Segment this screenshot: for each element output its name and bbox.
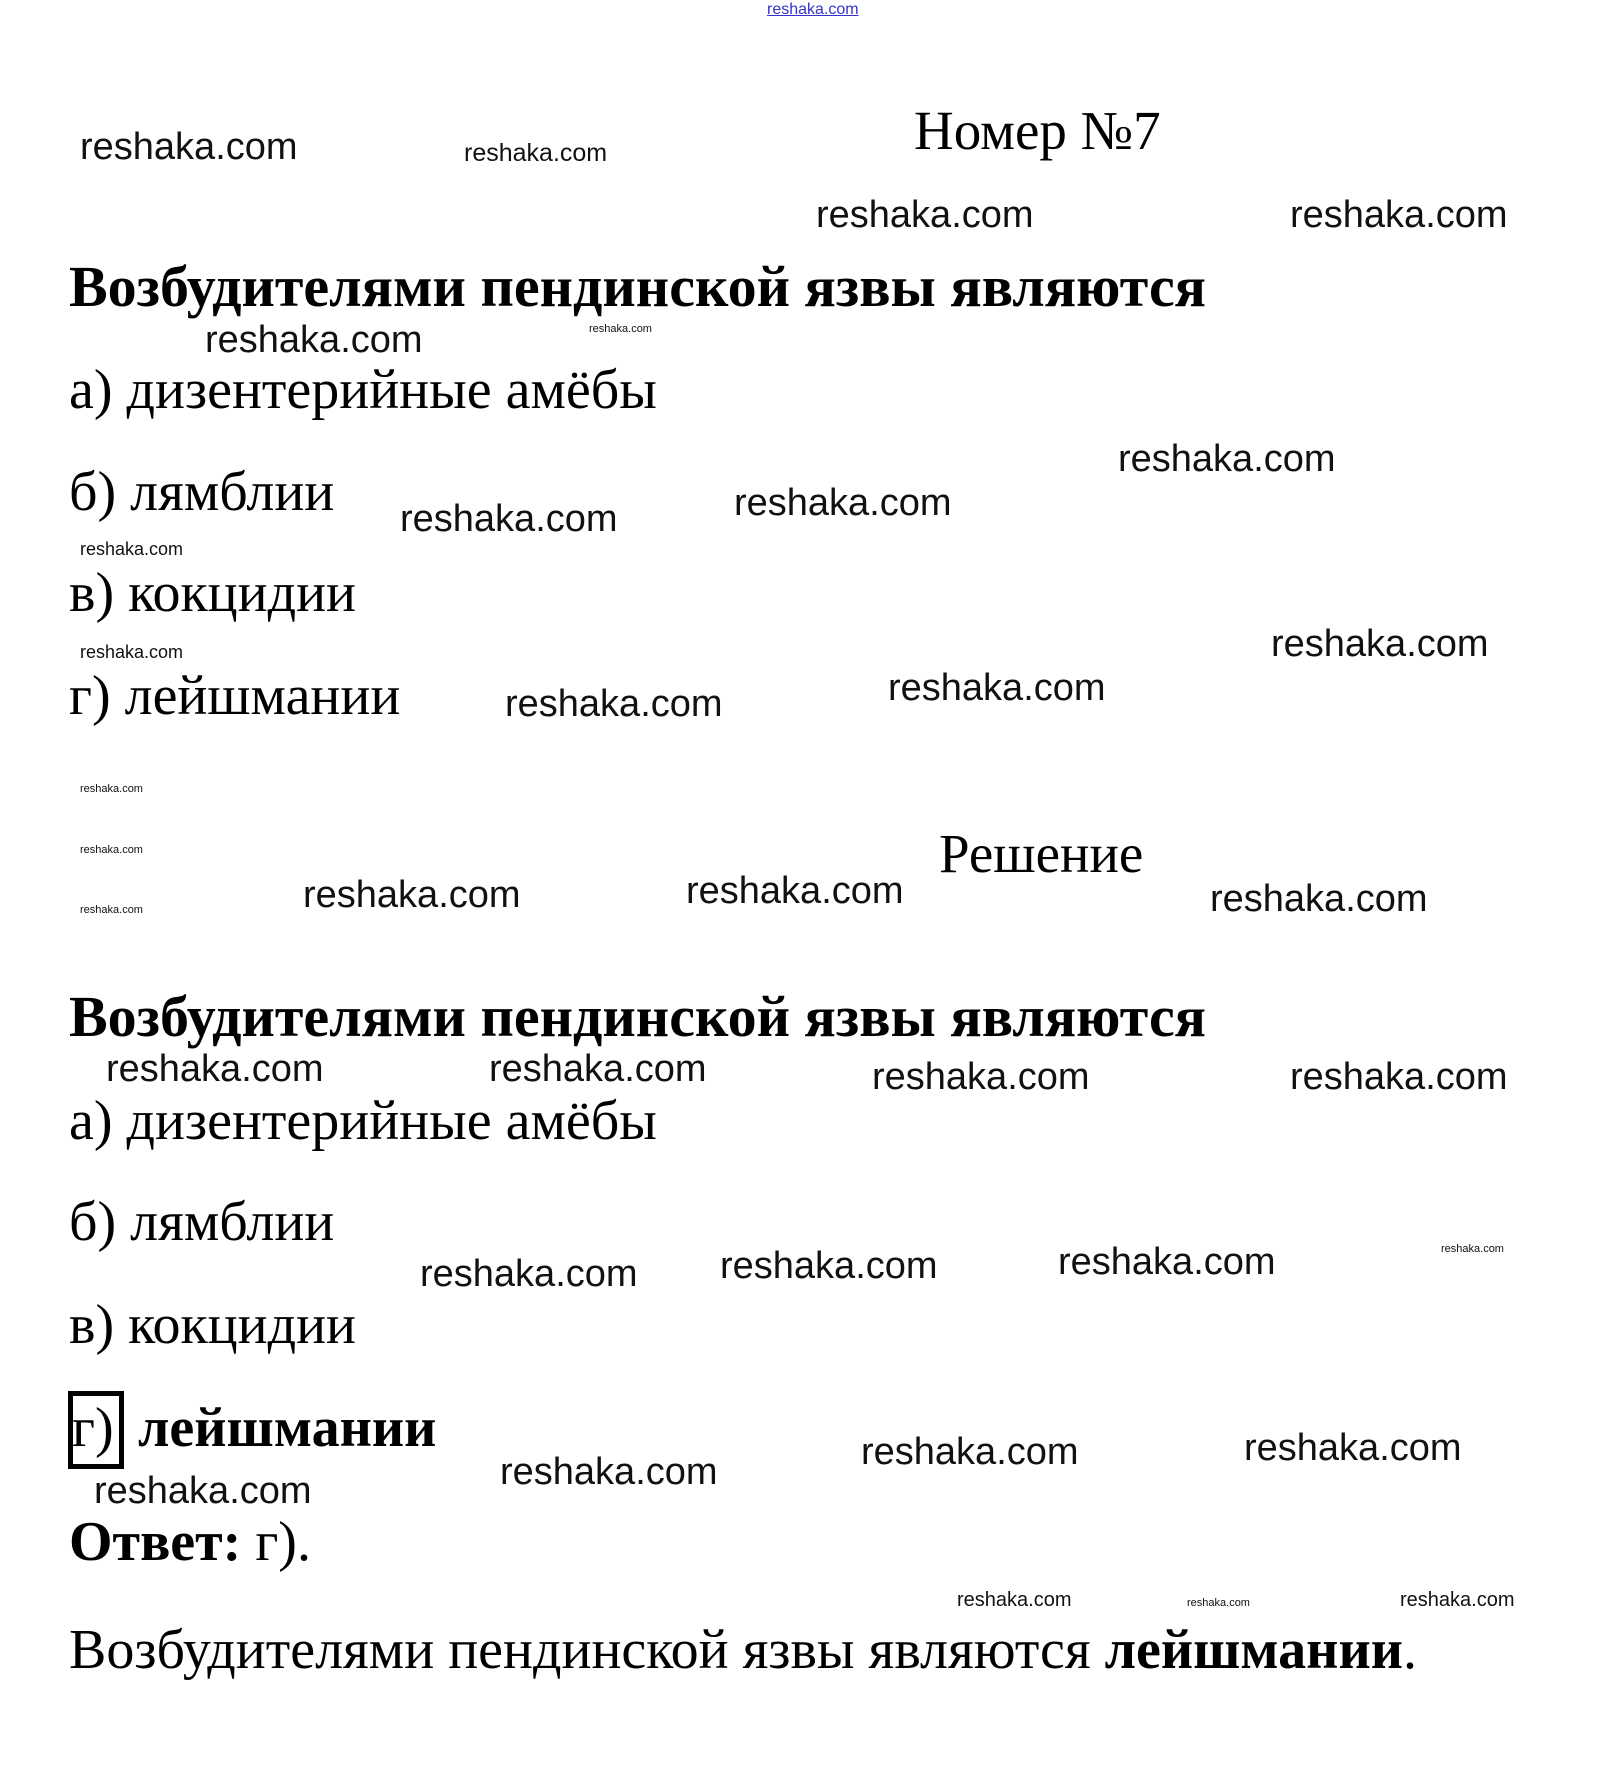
- conclusion-suffix: .: [1402, 1619, 1417, 1681]
- solution-title: Решение: [939, 823, 1144, 884]
- watermark: reshaka.com: [80, 783, 143, 795]
- watermark: reshaka.com: [80, 126, 298, 168]
- watermark: reshaka.com: [1058, 1241, 1276, 1283]
- watermark: reshaka.com: [888, 667, 1106, 709]
- watermark: reshaka.com: [1271, 623, 1489, 665]
- watermark: reshaka.com: [489, 1048, 707, 1090]
- answer-line: [69, 1511, 311, 1573]
- watermark: reshaka.com: [589, 323, 652, 335]
- answer-label: Ответ:: [69, 1511, 242, 1573]
- conclusion-bold: лейшмании: [1104, 1619, 1403, 1681]
- watermark: reshaka.com: [205, 319, 423, 361]
- watermark: reshaka.com: [464, 139, 608, 167]
- question-option-d: г) лейшмании: [69, 665, 401, 727]
- answer-value: г).: [255, 1511, 311, 1573]
- watermark: reshaka.com: [957, 1589, 1072, 1611]
- selected-answer-text: лейшмании: [138, 1397, 437, 1459]
- selected-answer-letter: г): [72, 1397, 114, 1459]
- solution-heading: Возбудителями пендинской язвы являются: [69, 984, 1207, 1049]
- watermark: reshaka.com: [734, 482, 952, 524]
- watermark: reshaka.com: [686, 870, 904, 912]
- watermark: reshaka.com: [500, 1451, 718, 1493]
- conclusion-prefix: Возбудителями пендинской язвы являются: [69, 1619, 1091, 1681]
- watermark: reshaka.com: [816, 194, 1034, 236]
- watermark: reshaka.com: [400, 498, 618, 540]
- watermark: reshaka.com: [1290, 194, 1508, 236]
- watermark: reshaka.com: [1118, 438, 1336, 480]
- watermark: reshaka.com: [1290, 1056, 1508, 1098]
- question-heading: Возбудителями пендинской язвы являются: [69, 254, 1207, 319]
- watermark: reshaka.com: [303, 874, 521, 916]
- site-link[interactable]: reshaka.com: [767, 1, 859, 18]
- question-option-b: б) лямблии: [69, 461, 335, 523]
- watermark: reshaka.com: [80, 904, 143, 916]
- question-option-a: а) дизентерийные амёбы: [69, 359, 657, 421]
- watermark: reshaka.com: [1441, 1243, 1504, 1255]
- page-title: Номер №7: [914, 100, 1161, 161]
- watermark: reshaka.com: [106, 1048, 324, 1090]
- watermark: reshaka.com: [1400, 1589, 1515, 1611]
- watermark: reshaka.com: [420, 1253, 638, 1295]
- watermark: reshaka.com: [872, 1056, 1090, 1098]
- watermark: reshaka.com: [1187, 1597, 1250, 1609]
- watermark: reshaka.com: [1210, 878, 1428, 920]
- watermark: reshaka.com: [505, 683, 723, 725]
- watermark: reshaka.com: [80, 844, 143, 856]
- watermark: reshaka.com: [80, 539, 184, 559]
- watermark: reshaka.com: [720, 1245, 938, 1287]
- solution-option-c: в) кокцидии: [69, 1294, 357, 1356]
- solution-option-b: б) лямблии: [69, 1191, 335, 1253]
- solution-option-a: а) дизентерийные амёбы: [69, 1090, 657, 1152]
- question-option-c: в) кокцидии: [69, 562, 357, 624]
- conclusion: [69, 1619, 1417, 1681]
- watermark: reshaka.com: [80, 642, 184, 662]
- watermark: reshaka.com: [1244, 1427, 1462, 1469]
- watermark: reshaka.com: [94, 1470, 312, 1512]
- watermark: reshaka.com: [861, 1431, 1079, 1473]
